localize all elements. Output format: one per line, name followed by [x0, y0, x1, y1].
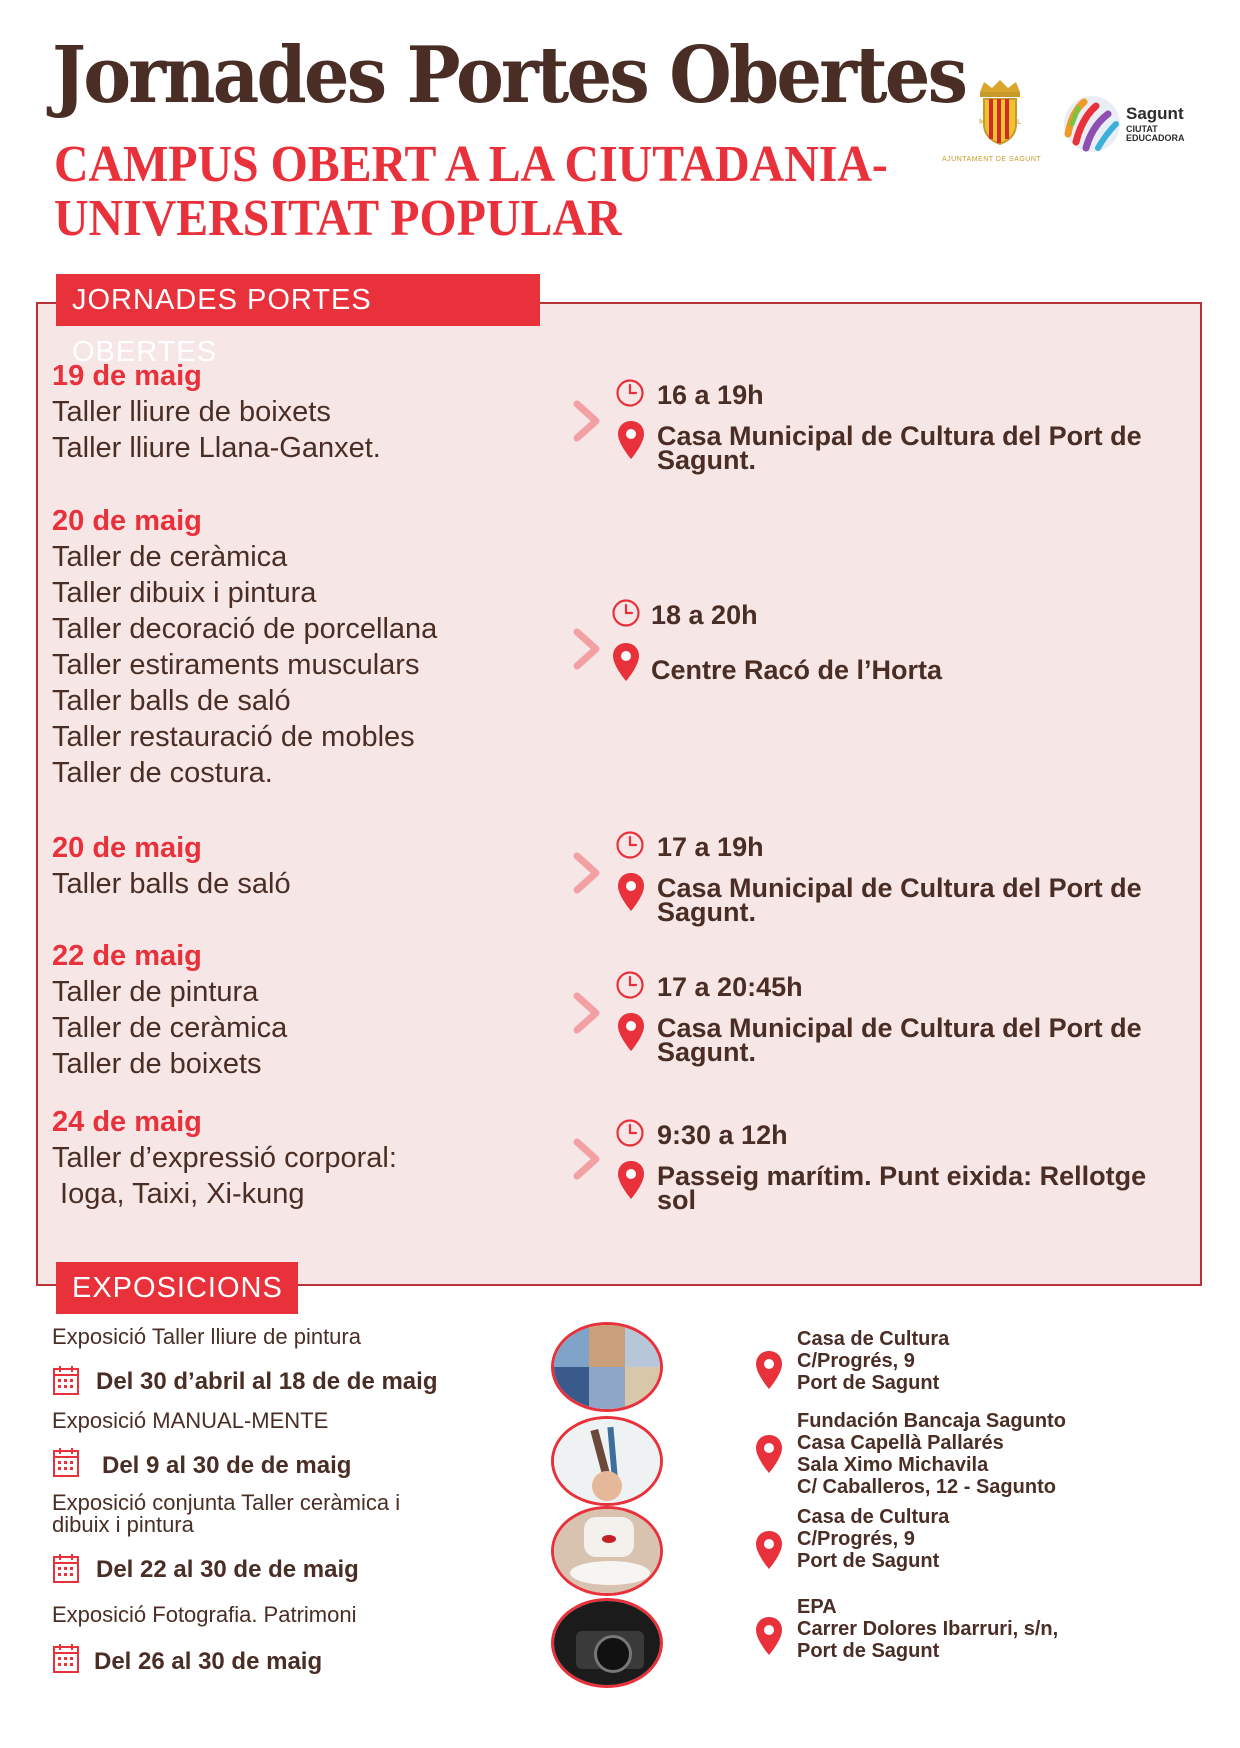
- exhibition-location: [797, 1506, 949, 1572]
- exhibition-dates: Del 30 d’abril al 18 de de maig: [96, 1368, 438, 1395]
- schedule-day: [52, 1104, 397, 1212]
- exhibition-title-line-1: Exposició conjunta Taller ceràmica i: [52, 1490, 401, 1515]
- location-line: Port de Sagunt: [797, 1372, 940, 1394]
- subtitle-line-1: CAMPUS OBERT A LA CIUTADANIA-: [54, 136, 888, 193]
- location-pin-icon: [617, 1012, 645, 1052]
- calendar-icon: [52, 1552, 80, 1584]
- workshop-item: Taller de ceràmica: [52, 1012, 288, 1044]
- place-line-2: Sagunt.: [657, 445, 756, 475]
- exhibition-title: [52, 1604, 356, 1626]
- schedule-day: [52, 938, 287, 1082]
- exhibition-location: [797, 1596, 1058, 1662]
- location-line: Casa de Cultura: [797, 1506, 950, 1528]
- calendar-icon: [52, 1642, 80, 1674]
- day-date: 19 de maig: [52, 360, 202, 392]
- chevron-right-icon: [572, 852, 602, 894]
- clock-icon: [611, 598, 641, 628]
- exhibition-title: [52, 1410, 328, 1432]
- session-place: [651, 655, 943, 685]
- session-place: [657, 1013, 1142, 1067]
- clock-icon: [615, 830, 645, 860]
- exhibition-dates: Del 22 al 30 de de maig: [96, 1556, 359, 1583]
- workshop-item: Taller balls de saló: [52, 685, 291, 717]
- colorful-hands-icon: [1062, 94, 1122, 154]
- exhibition-dates: Del 9 al 30 de de maig: [102, 1452, 352, 1479]
- ciutat-label: CIUTAT: [1126, 124, 1158, 134]
- educadora-label: EDUCADORA: [1126, 133, 1185, 143]
- ajuntament-caption: AJUNTAMENT DE SAGUNT: [942, 156, 1042, 163]
- place-line-1: Casa Municipal de Cultura del Port de: [657, 873, 1142, 903]
- chevron-right-icon: [572, 400, 602, 442]
- location-pin-icon: [617, 420, 645, 460]
- workshop-item: Taller lliure Llana-Ganxet.: [52, 432, 381, 464]
- session-place: [657, 1161, 1147, 1215]
- workshop-item: Taller de boixets: [52, 1048, 262, 1080]
- workshop-item: Taller restauració de mobles: [52, 721, 415, 753]
- page-subtitle: [54, 138, 888, 246]
- exhibition-title-line-1: Exposició MANUAL-MENTE: [52, 1408, 329, 1433]
- clock-icon: [615, 378, 645, 408]
- jornades-tag: JORNADES PORTES OBERTES: [56, 274, 540, 326]
- exhibition-location: [797, 1328, 949, 1394]
- location-pin-icon: [755, 1616, 783, 1656]
- chevron-right-icon: [572, 628, 602, 670]
- session-time: 18 a 20h: [651, 600, 758, 630]
- ajuntament-logo: [942, 78, 1058, 168]
- schedule-day: [52, 358, 381, 466]
- subtitle-line-2: UNIVERSITAT POPULAR: [54, 190, 622, 247]
- location-pin-icon: [755, 1350, 783, 1390]
- location-pin-icon: [612, 642, 640, 682]
- workshop-item: Taller dibuix i pintura: [52, 577, 317, 609]
- calendar-icon: [52, 1446, 80, 1478]
- exhibition-dates: Del 26 al 30 de maig: [94, 1648, 323, 1675]
- svg-text:M: M: [979, 118, 986, 126]
- workshop-item: Ioga, Taixi, Xi-kung: [52, 1178, 305, 1210]
- day-date: 20 de maig: [52, 505, 202, 537]
- location-pin-icon: [617, 872, 645, 912]
- workshop-item: Taller balls de saló: [52, 868, 291, 900]
- exhibition-photo: [551, 1506, 663, 1596]
- place-line-1: Passeig marítim. Punt eixida: Rellotge: [657, 1161, 1147, 1191]
- workshop-item: Taller de ceràmica: [52, 541, 288, 573]
- calendar-icon: [52, 1364, 80, 1396]
- place-line-2: sol: [657, 1185, 697, 1215]
- location-line: Sala Ximo Michavila: [797, 1454, 989, 1476]
- session-time: 9:30 a 12h: [657, 1120, 788, 1150]
- place-line-1: Centre Racó de l’Horta: [651, 655, 943, 685]
- session-time: 17 a 20:45h: [657, 972, 803, 1002]
- workshop-item: Taller lliure de boixets: [52, 396, 331, 428]
- exhibition-title: [52, 1492, 400, 1536]
- location-line: Casa Capellà Pallarés: [797, 1432, 1004, 1454]
- location-line: C/ Caballeros, 12 - Sagunto: [797, 1476, 1056, 1498]
- exhibition-photo: [551, 1416, 663, 1506]
- location-line: Fundación Bancaja Sagunto: [797, 1410, 1066, 1432]
- place-line-2: Sagunt.: [657, 1037, 756, 1067]
- place-line-2: Sagunt.: [657, 897, 756, 927]
- location-line: Port de Sagunt: [797, 1550, 940, 1572]
- location-pin-icon: [755, 1434, 783, 1474]
- session-place: [657, 421, 1142, 475]
- place-line-1: Casa Municipal de Cultura del Port de: [657, 1013, 1142, 1043]
- page-title: Jornades Portes Obertes: [52, 30, 966, 121]
- coat-of-arms-icon: [970, 78, 1030, 154]
- location-line: Casa de Cultura: [797, 1328, 950, 1350]
- clock-icon: [615, 1118, 645, 1148]
- chevron-right-icon: [572, 1138, 602, 1180]
- ciutat-educadora-label: [1126, 125, 1185, 143]
- exhibition-title-line-1: Exposició Taller lliure de pintura: [52, 1324, 361, 1349]
- workshop-item: Taller estiraments musculars: [52, 649, 420, 681]
- sagunt-ciutat-educadora-logo: [1062, 94, 1222, 158]
- day-date: 24 de maig: [52, 1106, 202, 1138]
- session-time: 17 a 19h: [657, 832, 764, 862]
- location-line: EPA: [797, 1596, 837, 1618]
- session-time: 16 a 19h: [657, 380, 764, 410]
- location-line: C/Progrés, 9: [797, 1350, 915, 1372]
- schedule-day: [52, 830, 291, 902]
- exhibition-title: [52, 1326, 361, 1348]
- workshop-item: Taller de pintura: [52, 976, 259, 1008]
- workshop-item: Taller d’expressió corporal:: [52, 1142, 397, 1174]
- exhibition-title-line-2: dibuix i pintura: [52, 1512, 194, 1537]
- location-pin-icon: [617, 1160, 645, 1200]
- exposicions-tag: EXPOSICIONS: [56, 1262, 298, 1314]
- exhibition-photo: [551, 1322, 663, 1412]
- location-pin-icon: [755, 1530, 783, 1570]
- exhibition-title-line-1: Exposició Fotografia. Patrimoni: [52, 1602, 357, 1627]
- day-date: 22 de maig: [52, 940, 202, 972]
- workshop-item: Taller decoració de porcellana: [52, 613, 438, 645]
- sagunt-label: Sagunt: [1126, 104, 1184, 123]
- exhibition-location: [797, 1410, 1066, 1498]
- place-line-1: Casa Municipal de Cultura del Port de: [657, 421, 1142, 451]
- workshop-item: Taller de costura.: [52, 757, 273, 789]
- location-line: Port de Sagunt: [797, 1640, 940, 1662]
- session-place: [657, 873, 1142, 927]
- day-date: 20 de maig: [52, 832, 202, 864]
- chevron-right-icon: [572, 992, 602, 1034]
- location-line: C/Progrés, 9: [797, 1528, 915, 1550]
- clock-icon: [615, 970, 645, 1000]
- exhibition-photo: [551, 1598, 663, 1688]
- schedule-day: [52, 503, 437, 791]
- svg-text:L: L: [1017, 118, 1021, 126]
- location-line: Carrer Dolores Ibarruri, s/n,: [797, 1618, 1059, 1640]
